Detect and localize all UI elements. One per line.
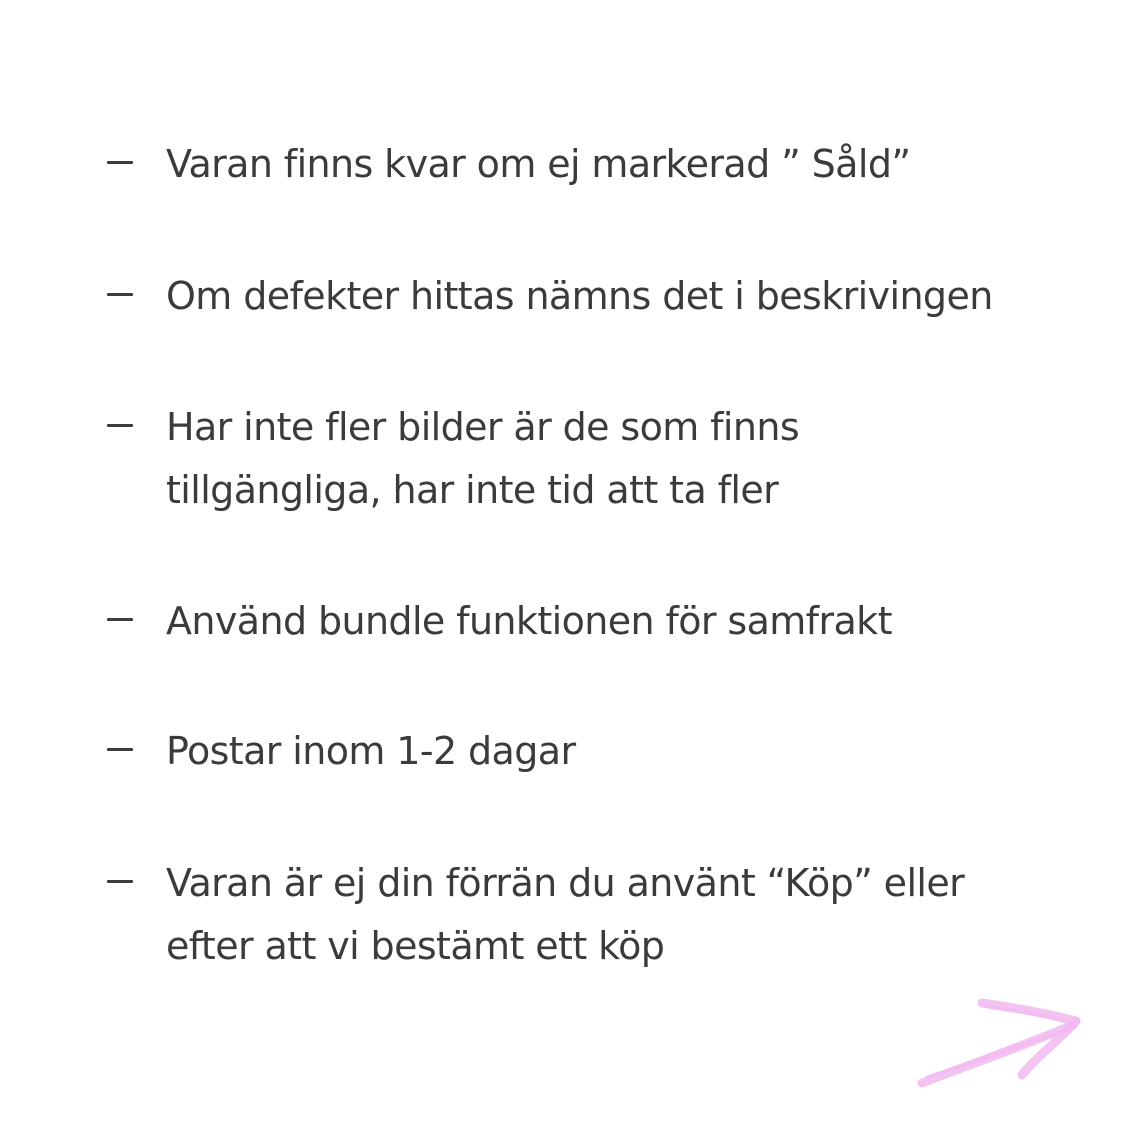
list-item-text bbox=[166, 852, 1066, 978]
list-item-text bbox=[166, 590, 1066, 653]
list-item-line: Varan är ej din förrän du använt “Köp” eller bbox=[166, 861, 965, 905]
list-item-text bbox=[166, 133, 1066, 196]
list-item-line: Varan finns kvar om ej markerad ” Såld” bbox=[166, 142, 911, 186]
arrow-right-icon[interactable] bbox=[910, 985, 1095, 1095]
list-item-line: efter att vi bestämt ett köp bbox=[166, 924, 665, 968]
dash-bullet bbox=[107, 161, 133, 164]
list-item-text bbox=[166, 265, 1066, 328]
list-item-line: tillgängliga, har inte tid att ta fler bbox=[166, 468, 779, 512]
dash-bullet bbox=[107, 618, 133, 621]
dash-bullet bbox=[107, 880, 133, 883]
list-item-text bbox=[166, 396, 1066, 522]
list-item-text bbox=[166, 720, 1066, 783]
list-item-line: Har inte fler bilder är de som finns bbox=[166, 405, 800, 449]
dash-bullet bbox=[107, 293, 133, 296]
list-item-line: Använd bundle funktionen för samfrakt bbox=[166, 599, 892, 643]
dash-bullet bbox=[107, 748, 133, 751]
list-item-line: Om defekter hittas nämns det i beskrivingen bbox=[166, 274, 993, 318]
list-item-line: Postar inom 1-2 dagar bbox=[166, 729, 576, 773]
dash-bullet bbox=[107, 424, 133, 427]
